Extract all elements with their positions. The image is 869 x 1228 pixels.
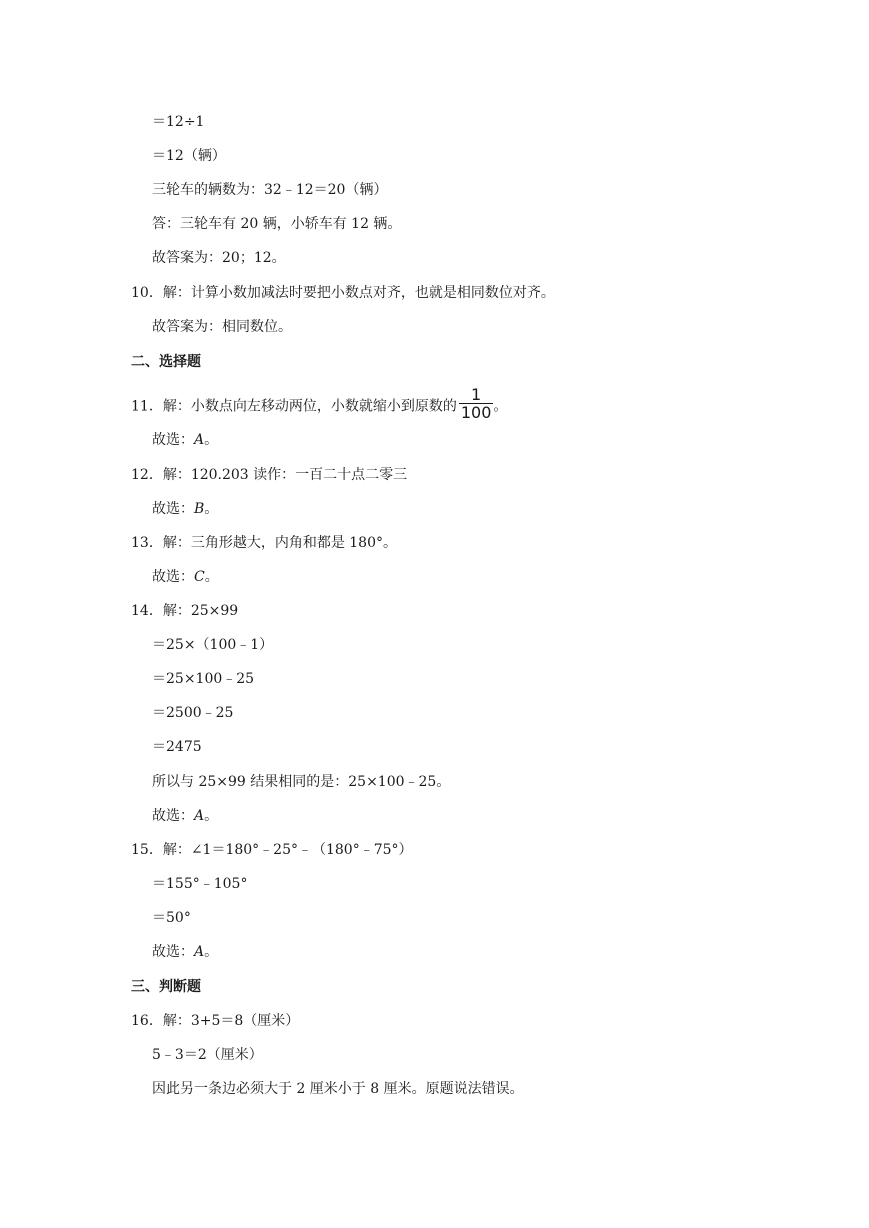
text-line: ＝25×100﹣25 xyxy=(152,671,255,687)
choice-line xyxy=(152,807,218,825)
choice-label: 故选： xyxy=(152,808,194,824)
text-line: 答：三轮车有 20 辆，小轿车有 12 辆。 xyxy=(152,216,402,232)
text-line: ＝12÷1 xyxy=(152,114,205,130)
choice-end: 。 xyxy=(204,944,219,960)
choice-letter: A xyxy=(194,808,205,824)
choice-line xyxy=(152,568,219,586)
section-heading-judge: 三、判断题 xyxy=(131,979,201,995)
text-line: 因此另一条边必须大于 2 厘米小于 8 厘米。原题说法错误。 xyxy=(152,1081,524,1097)
text-line: 5﹣3＝2（厘米） xyxy=(152,1047,263,1063)
choice-label: 故选： xyxy=(152,569,194,585)
choice-end: 。 xyxy=(204,569,219,585)
text-line: ＝2475 xyxy=(152,739,202,755)
text-line: 所以与 25×99 结果相同的是：25×100﹣25。 xyxy=(152,774,451,790)
choice-end: 。 xyxy=(204,808,219,824)
choice-line xyxy=(152,943,218,961)
choice-letter: A xyxy=(194,944,205,960)
choice-label: 故选： xyxy=(152,944,194,960)
answer-11-text: 11．解：小数点向左移动两位，小数就缩小到原数的 xyxy=(131,398,457,415)
answer-15: 15．解：∠1＝180°﹣25°﹣（180°﹣75°） xyxy=(131,842,413,858)
fraction xyxy=(459,387,494,422)
choice-line xyxy=(152,431,218,449)
text-line: ＝155°﹣105° xyxy=(152,876,248,892)
choice-letter: A xyxy=(194,432,205,448)
text-line: ＝12（辆） xyxy=(152,148,226,164)
choice-label: 故选： xyxy=(152,501,194,517)
choice-end: 。 xyxy=(204,501,219,517)
answer-14: 14．解：25×99 xyxy=(131,603,239,619)
text-line: 故答案为：相同数位。 xyxy=(152,319,292,335)
text-line: ＝25×（100﹣1） xyxy=(152,637,274,653)
answer-10: 10．解：计算小数加减法时要把小数点对齐，也就是相同数位对齐。 xyxy=(131,285,555,301)
text-line: ＝2500﹣25 xyxy=(152,705,234,721)
fraction-numerator: 1 xyxy=(459,387,494,404)
answer-11-end: 。 xyxy=(493,398,508,415)
section-heading-choice: 二、选择题 xyxy=(131,354,201,370)
answer-12: 12．解：120.203 读作：一百二十点二零三 xyxy=(131,467,408,483)
text-line: 三轮车的辆数为：32﹣12＝20（辆） xyxy=(152,182,388,198)
answer-11 xyxy=(131,385,508,424)
answer-13: 13．解：三角形越大，内角和都是 180°。 xyxy=(131,535,397,551)
choice-letter: B xyxy=(194,501,205,517)
answer-16: 16．解：3+5＝8（厘米） xyxy=(131,1013,300,1029)
text-line: 故答案为：20；12。 xyxy=(152,250,286,266)
fraction-denominator: 100 xyxy=(460,403,492,422)
choice-letter: C xyxy=(194,569,205,585)
choice-line xyxy=(152,500,218,518)
choice-end: 。 xyxy=(204,432,219,448)
choice-label: 故选： xyxy=(152,432,194,448)
text-line: ＝50° xyxy=(152,910,191,926)
